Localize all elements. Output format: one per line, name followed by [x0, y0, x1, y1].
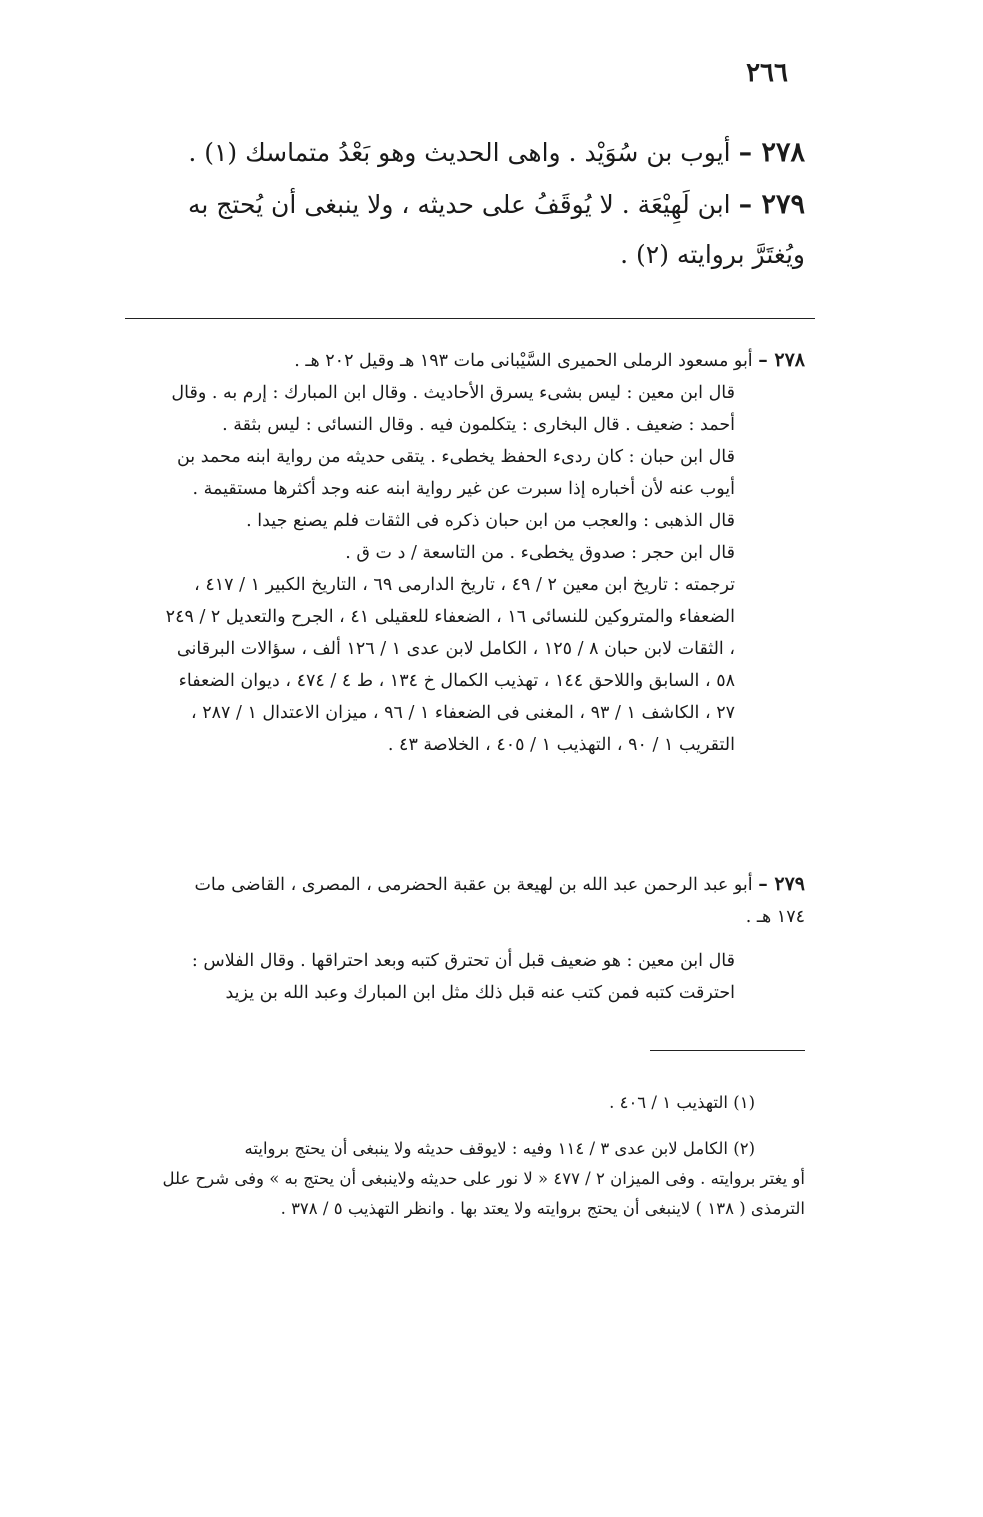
- note-body: [165, 945, 805, 1009]
- note-line: قال الذهبى : والعجب من ابن حبان ذكره فى الثقات فلم يصنع جيدا .: [246, 511, 735, 531]
- note-number: ٢٧٨ –: [758, 349, 805, 371]
- entry-text: ابن لَهِيْعَة . لا يُوقَفُ على حديثه ، ولا ينبغى أن يُحتج به ويُغتَرَّ بروايته (٢) .: [187, 190, 805, 269]
- entry-text: أيوب بن سُوَيْد . واهى الحديث وهو بَعْدُ متماسك (١) .: [188, 138, 731, 167]
- note-line: قال ابن حجر : صدوق يخطىء . من التاسعة / د ت ق .: [345, 543, 735, 563]
- note-first-line: [165, 868, 805, 933]
- note-line: أبو عبد الرحمن عبد الله بن لهيعة بن عقبة الحضرمى ، المصرى ، القاضى مات ١٧٤ هـ .: [194, 875, 805, 927]
- note-first-line: [165, 344, 805, 377]
- note-body: [165, 377, 805, 761]
- note-line: قال ابن معين : ليس بشىء يسرق الأحاديث . وقال ابن المبارك : إرم به . وقال أحمد : ضعيف . قال البخارى : يتكلمون فيه . وقال النسائى : ليس بثقة .: [171, 383, 735, 435]
- footnote-divider: [650, 1050, 805, 1051]
- footnote-line: (٢) الكامل لابن عدى ٣ / ١١٤ وفيه : لايوقف حديثه ولا ينبغى أن يحتج بروايته: [244, 1139, 755, 1158]
- main-entry-278: [165, 128, 805, 178]
- footnote-1: (١) التهذيب ١ / ٤٠٦ .: [609, 1093, 755, 1112]
- entry-number: ٢٧٨ –: [738, 137, 805, 168]
- entry-number: ٢٧٩ –: [738, 189, 805, 220]
- note-number: ٢٧٩ –: [758, 873, 805, 895]
- main-entry-279: [165, 180, 805, 280]
- note-line: قال ابن معين : هو ضعيف قبل أن تحترق كتبه وبعد احتراقها . وقال الفلاس : احترقت كتبه فمن كتب عنه قبل ذلك مثل ابن المبارك وعبد الله بن يزيد: [191, 951, 735, 1003]
- note-279: [165, 868, 805, 1009]
- footnote-2: [115, 1134, 805, 1224]
- page-number: ٢٦٦: [746, 58, 788, 88]
- note-line: أبو مسعود الرملى الحميرى السَّيْبانى مات ١٩٣ هـ وقيل ٢٠٢ هـ .: [294, 351, 753, 371]
- section-divider: [125, 318, 815, 319]
- footnote-line: أو يغتر بروايته . وفى الميزان ٢ / ٤٧٧ « لا نور على حديثه ولاينبغى أن يحتج به » وفى شرح علل الترمذى ( ١٣٨ ) لاينبغى أن يحتج بروايته ولا يعتد بها . وانظر التهذيب ٥ / ٣٧٨ .: [162, 1169, 805, 1218]
- note-line: قال ابن حبان : كان ردىء الحفظ يخطىء . يتقى حديثه من رواية ابنه محمد بن أيوب عنه لأن أخباره إذا سبرت عن غير رواية ابنه عنه وجد أكثرها مستقيمة .: [176, 447, 735, 499]
- note-278: [165, 344, 805, 761]
- note-line: ترجمته : تاريخ ابن معين ٢ / ٤٩ ، تاريخ الدارمى ٦٩ ، التاريخ الكبير ١ / ٤١٧ ، الضعفاء والمتروكين للنسائى ١٦ ، الضعفاء للعقيلى ٤١ ، الجرح والتعديل ٢ / ٢٤٩ ، الثقات لابن حبان ٨ / ١٢٥ ، الكامل لابن عدى ١ / ١٢٦ ألف ، سؤالات البرقانى ٥٨ ، السابق واللاحق ١٤٤ ، تهذيب الكمال خ ١٣٤ ، ط ٤ / ٤٧٤ ، ديوان الضعفاء ٢٧ ، الكاشف ١ / ٩٣ ، المغنى فى الضعفاء ١ / ٩٦ ، ميزان الاعتدال ١ / ٢٨٧ ، التقريب ١ / ٩٠ ، التهذيب ١ / ٤٠٥ ، الخلاصة ٤٣ .: [165, 575, 735, 755]
